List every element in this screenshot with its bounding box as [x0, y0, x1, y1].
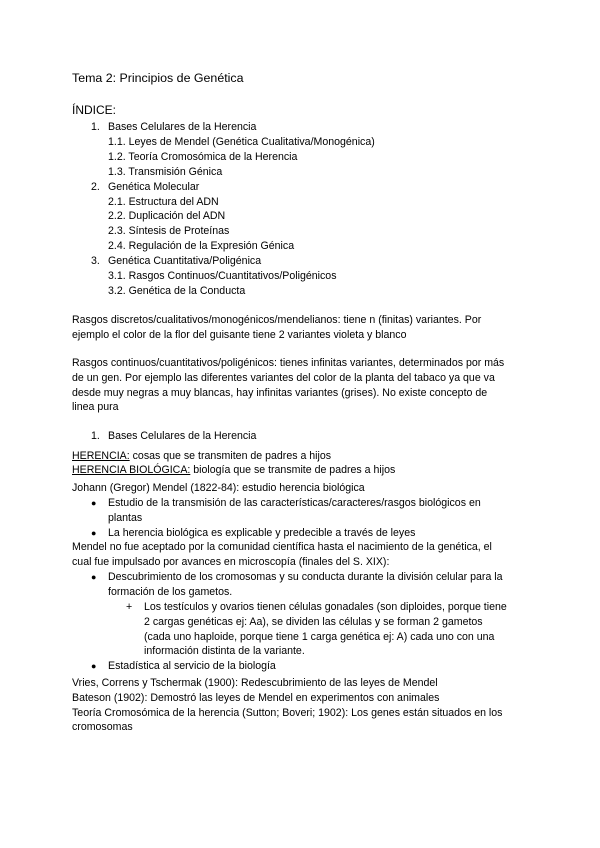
index-num-2: 2. [91, 181, 100, 193]
paragraph-line: Teoría Cromosómica de la herencia (Sutton; Boveri; 1902): Los genes están situados en los [72, 707, 503, 719]
paragraph-line: de un gen. Por ejemplo las diferentes variantes del color de la planta del tabaco ya que va [72, 372, 495, 384]
paragraph-line: desde muy negras a muy blancas, hay infinitas variantes (grises). No existe concepto de [72, 387, 488, 399]
sub-bullet-text: 2 cargas genéticas ej: Aa), se dividen las células y se forman 2 gametos [144, 616, 483, 628]
index-heading: ÍNDICE: [72, 103, 117, 117]
page-title: Tema 2: Principios de Genética [72, 71, 244, 85]
paragraph-line: Vries, Correns y Tschermak (1900): Redescubrimiento de las leyes de Mendel [72, 677, 438, 689]
bullet-text: Estudio de la transmisión de las características/caracteres/rasgos biológicos en [108, 497, 481, 509]
index-subitem: 1.2. Teoría Cromosómica de la Herencia [108, 151, 298, 163]
definition-term: HERENCIA: [72, 450, 130, 462]
bullet-icon: ● [91, 661, 97, 671]
paragraph-line: Bateson (1902): Demostró las leyes de Mendel en experimentos con animales [72, 692, 440, 704]
index-item-3: Genética Cuantitativa/Poligénica [108, 255, 262, 267]
definition-text: biología que se transmite de padres a hijos [190, 464, 396, 476]
section-num: 1. [91, 430, 100, 442]
section-heading: Bases Celulares de la Herencia [108, 430, 257, 442]
bullet-icon: ● [91, 498, 97, 508]
sub-bullet-text: Los testículos y ovarios tienen células gonadales (son diploides, porque tiene [144, 601, 507, 613]
index-subitem: 3.1. Rasgos Continuos/Cuantitativos/Poligénicos [108, 270, 337, 282]
bullet-text: La herencia biológica es explicable y predecible a través de leyes [108, 527, 416, 539]
index-subitem: 3.2. Genética de la Conducta [108, 285, 246, 297]
paragraph-line: Rasgos continuos/cuantitativos/poligénicos: tienes infinitas variantes, determinados por más [72, 357, 505, 369]
index-num-3: 3. [91, 255, 100, 267]
sub-bullet-icon: + [126, 601, 133, 613]
definition-herencia-biologica [72, 463, 395, 477]
bullet-text: formación de los gametos. [108, 586, 233, 598]
index-subitem: 2.2. Duplicación del ADN [108, 210, 226, 222]
paragraph-line: ejemplo el color de la flor del guisante tiene 2 variantes violeta y blanco [72, 329, 407, 341]
index-item-2: Genética Molecular [108, 181, 200, 193]
index-subitem: 1.3. Transmisión Génica [108, 166, 223, 178]
bullet-text: plantas [108, 512, 143, 524]
index-subitem: 2.1. Estructura del ADN [108, 196, 219, 208]
sub-bullet-text: información distinta de la variante. [144, 645, 305, 657]
definition-term: HERENCIA BIOLÓGICA: [72, 464, 191, 476]
index-subitem: 1.1. Leyes de Mendel (Genética Cualitativa/Monogénica) [108, 136, 375, 148]
bullet-text: Descubrimiento de los cromosomas y su conducta durante la división celular para la [108, 571, 503, 583]
bullet-text: Estadística al servicio de la biología [108, 660, 276, 672]
paragraph-line: Rasgos discretos/cualitativos/monogénicos/mendelianos: tiene n (finitas) variantes. Por [72, 314, 482, 326]
definition-herencia [72, 449, 331, 463]
paragraph-line: cual fue impulsado por avances en microscopía (finales del S. XIX): [72, 556, 390, 568]
index-subitem: 2.3. Síntesis de Proteínas [108, 225, 230, 237]
paragraph-line: cromosomas [72, 721, 133, 733]
index-subitem: 2.4. Regulación de la Expresión Génica [108, 240, 295, 252]
sub-bullet-text: (cada uno haploide, porque tiene 1 carga genética ej: A) cada uno con una [144, 631, 495, 643]
index-num-1: 1. [91, 121, 100, 133]
definition-text: cosas que se transmiten de padres a hijos [129, 450, 332, 462]
mendel-line: Johann (Gregor) Mendel (1822-84): estudio herencia biológica [72, 482, 365, 494]
paragraph-line: linea pura [72, 401, 119, 413]
paragraph-line: Mendel no fue aceptado por la comunidad científica hasta el nacimiento de la genética, el [72, 541, 492, 553]
index-item-1: Bases Celulares de la Herencia [108, 121, 257, 133]
bullet-icon: ● [91, 572, 97, 582]
bullet-icon: ● [91, 528, 97, 538]
